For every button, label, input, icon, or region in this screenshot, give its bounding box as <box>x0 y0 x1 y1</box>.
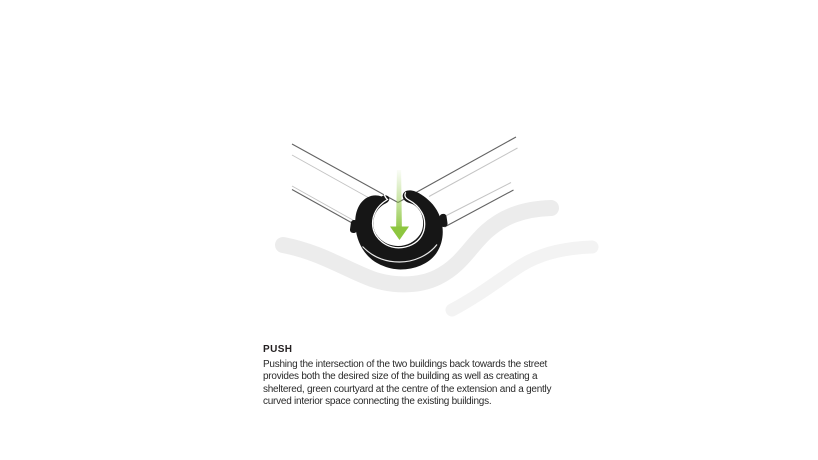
wing-right-roof-inner-edge <box>429 148 518 197</box>
wing-left-base-edge-upper <box>292 186 364 226</box>
caption-title: PUSH <box>263 344 293 355</box>
caption-line: curved interior space connecting the existing buildings. <box>263 395 492 407</box>
caption <box>263 344 565 408</box>
caption-line: sheltered, green courtyard at the centre of the extension and a gently <box>263 383 552 395</box>
caption-line: Pushing the intersection of the two buildings back towards the street <box>263 359 548 370</box>
push-arrow-shaft <box>396 170 402 229</box>
building-wing-left <box>292 144 398 229</box>
push-arrow <box>390 170 409 240</box>
push-arrow-head <box>390 227 409 241</box>
caption-line: provides both the desired size of the building as well as creating a <box>263 371 538 383</box>
wing-left-roof-edge <box>292 144 398 203</box>
